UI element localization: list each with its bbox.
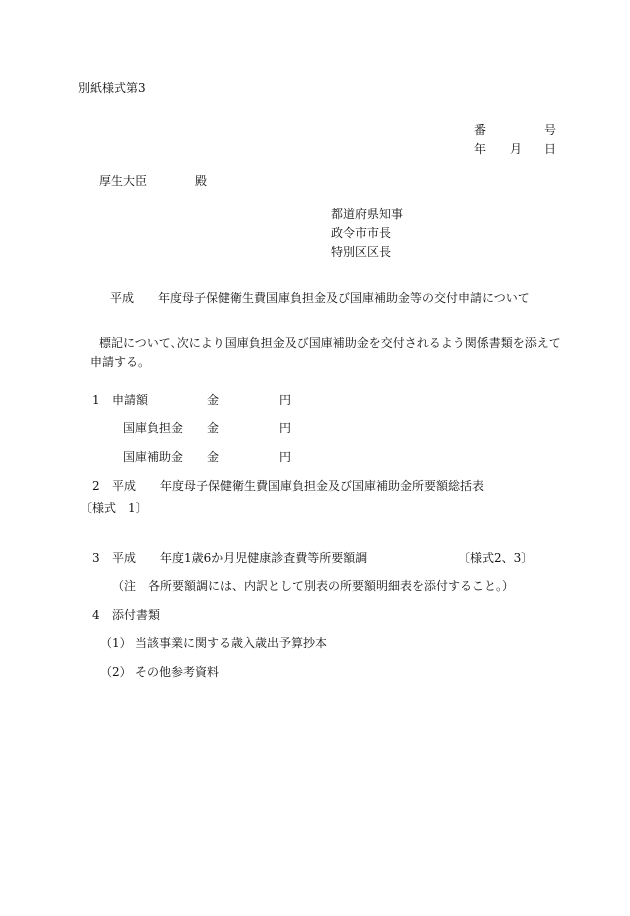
sender-prefecture: 都道府県知事 <box>331 207 404 221</box>
subsidy-yen: 円 <box>279 450 292 464</box>
date-month: 月 <box>510 142 523 156</box>
date-day: 日 <box>544 142 557 156</box>
item2-form: 〔様式 1〕 <box>80 501 148 515</box>
addressee-honorific: 殿 <box>195 174 208 188</box>
item1-kin: 金 <box>207 393 220 407</box>
item3-form: 〔様式2、3〕 <box>458 551 534 565</box>
form-number: 別紙様式第3 <box>78 81 146 95</box>
item2-era: 平成 <box>112 479 137 493</box>
addressee-name: 厚生大臣 <box>99 174 148 188</box>
item1-number: 1 <box>92 393 100 407</box>
title-era: 平成 <box>110 291 135 305</box>
item3-note: （注 各所要額調には、内訳として別表の所要額明細表を添付すること。） <box>112 579 515 593</box>
body-line-1: 標記について､次により国庫負担金及び国庫補助金を交付されるよう関係書類を添えて <box>99 336 561 350</box>
date-year: 年 <box>474 142 487 156</box>
body-line-2: 申請する。 <box>90 355 151 369</box>
item1-yen: 円 <box>279 393 292 407</box>
item4-number: 4 <box>92 608 100 622</box>
attachment-1-text: 当該事業に関する歳入歳出予算抄本 <box>135 636 328 650</box>
subsidy-label: 国庫補助金 <box>123 450 184 464</box>
attachment-2-text: その他参考資料 <box>135 665 220 679</box>
item4-label: 添付書類 <box>112 608 161 622</box>
burden-yen: 円 <box>279 421 292 435</box>
sender-city: 政令市市長 <box>331 226 392 240</box>
item3-text: 年度1歳6か月児健康診査費等所要額調 <box>160 551 368 565</box>
item2-number: 2 <box>92 479 100 493</box>
item3-number: 3 <box>92 551 100 565</box>
subsidy-kin: 金 <box>207 450 220 464</box>
item1-label: 申請額 <box>112 393 149 407</box>
sender-ward: 特別区区長 <box>331 245 392 259</box>
document-title: 年度母子保健衛生費国庫負担金及び国庫補助金等の交付申請について <box>158 291 530 305</box>
number-label: 番 <box>474 123 487 137</box>
attachment-1-number: （1） <box>100 636 132 650</box>
burden-kin: 金 <box>207 421 220 435</box>
item2-text: 年度母子保健衛生費国庫負担金及び国庫補助金所要額総括表 <box>160 479 485 493</box>
burden-label: 国庫負担金 <box>123 421 184 435</box>
number-suffix: 号 <box>544 123 557 137</box>
attachment-2-number: （2） <box>100 665 132 679</box>
item3-era: 平成 <box>112 551 137 565</box>
